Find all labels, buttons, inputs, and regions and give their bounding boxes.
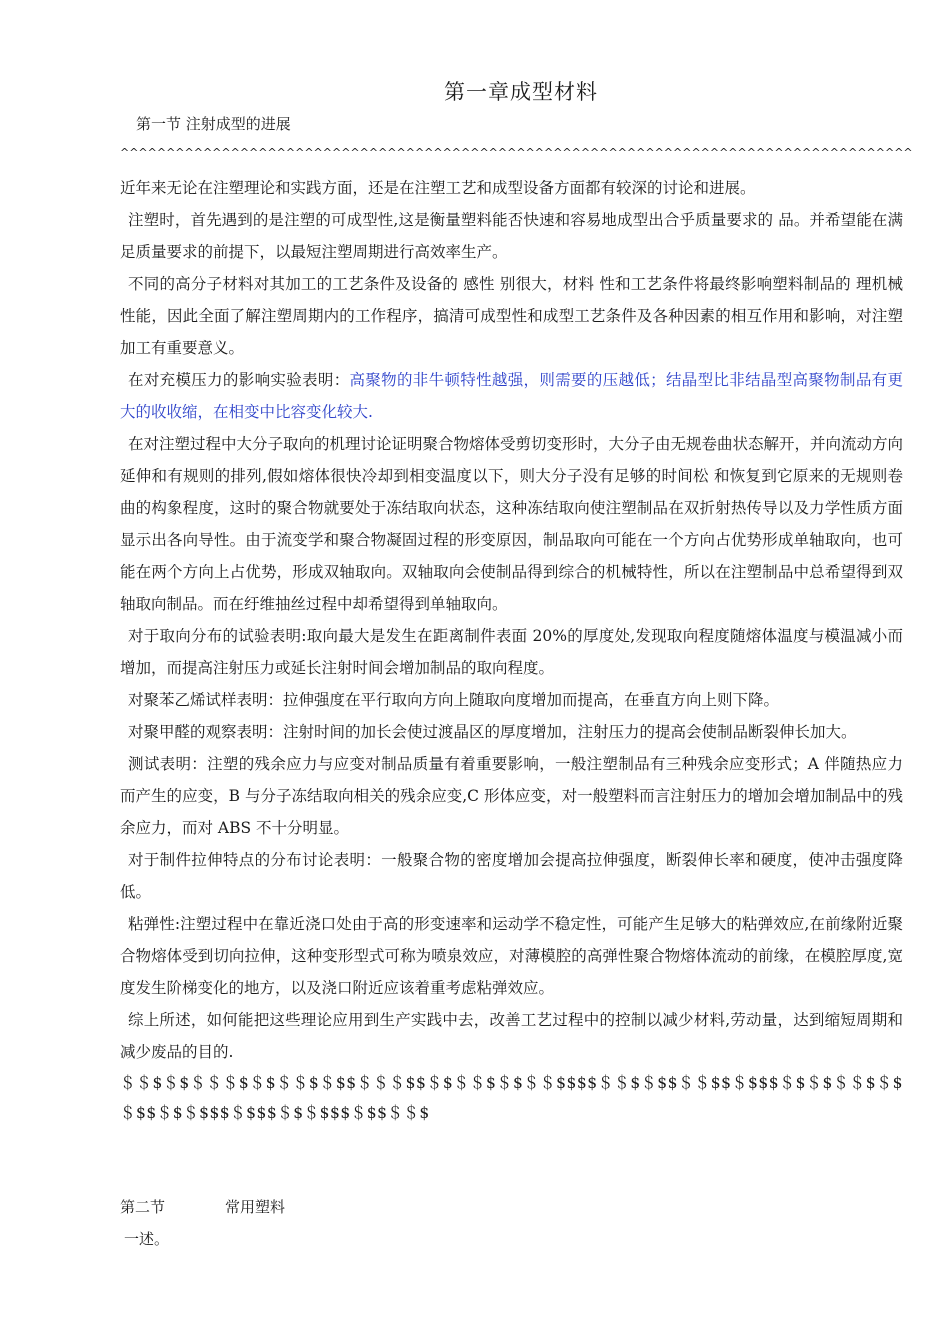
section-number: 第二节 xyxy=(120,1198,166,1216)
paragraph: 近年来无论在注塑理论和实践方面，还是在注塑工艺和成型设备方面都有较深的讨论和进展。 xyxy=(120,179,756,197)
symbol-line: ＄＄$＄$＄＄＄$＄$＄＄$＄$$＄＄＄$$＄$＄＄$＄$＄＄$$$$＄＄$＄$$＄＄$$＄$$$＄$＄$＄＄$＄$＄$$＄$＄$$$＄$$$＄$＄$$$＄$$＄＄$ xyxy=(120,1074,903,1122)
body-text xyxy=(120,172,903,1128)
paragraph: 测试表明：注塑的残余应力与应变对制品质量有着重要影响，一般注塑制品有三种残余应变形式；A 伴随热应力而产生的应变，B 与分子冻结取向相关的残余应变,C 形体应变，对一般塑料而言注射压力的增加会增加制品中的残余应力，而对 ABS 不十分明显。 xyxy=(120,755,903,837)
separator-line: ^^^^^^^^^^^^^^^^^^^^^^^^^^^^^^^^^^^^^^^^^^^^^^^^^^^^^^^^^^^^^^^^^^^^^^^^^^^^^^^^^^^^^^ xyxy=(120,146,913,159)
highlighted-text: 高聚物的非牛顿特性越强，则需要的压越低；结晶型比非结晶型高聚物制品有更大的收收缩，在相变中比容变化较大. xyxy=(120,371,903,421)
paragraph xyxy=(120,364,903,428)
paragraph: 不同的高分子材料对其加工的工艺条件及设备的 感性 别很大，材料 性和工艺条件将最终影响塑料制品的 理机械性能，因此全面了解注塑周期内的工作程序，搞清可成型性和成型工艺条件及各种因素的相互作用和影响，对注塑加工有重要意义。 xyxy=(120,275,903,357)
section-title: 常用塑料 xyxy=(225,1198,286,1216)
paragraph: 综上所述，如何能把这些理论应用到生产实践中去，改善工艺过程中的控制以减少材料,劳动量，达到缩短周期和减少废品的目的. xyxy=(120,1011,903,1061)
section-heading: 第一节 注射成型的进展 xyxy=(136,115,291,133)
paragraph: 对聚甲醛的观察表明：注射时间的加长会使过渡晶区的厚度增加，注射压力的提高会使制品断裂伸长加大。 xyxy=(128,723,857,741)
paragraph: 对于制件拉伸特点的分布讨论表明：一般聚合物的密度增加会提高拉伸强度，断裂伸长率和硬度，使冲击强度降低。 xyxy=(120,851,903,901)
paragraph: 对聚苯乙烯试样表明：拉伸强度在平行取向方向上随取向度增加而提高，在垂直方向上则下降。 xyxy=(128,691,780,709)
paragraph: 对于取向分布的试验表明:取向最大是发生在距离制件表面 20%的厚度处,发现取向程度随熔体温度与模温减小而增加，而提高注射压力或延长注射时间会增加制品的取向程度。 xyxy=(120,627,903,677)
paragraph: 粘弹性:注塑过程中在靠近浇口处由于高的形变速率和运动学不稳定性，可能产生足够大的粘弹效应,在前缘附近聚合物熔体受到切向拉伸，这种变形型式可称为喷泉效应，对薄模腔的高弹性聚合物熔体流动的前缘，在模腔厚度,宽度发生阶梯变化的地方，以及浇口附近应该着重考虑粘弹效应。 xyxy=(120,915,903,997)
list-item: 一述。 xyxy=(124,1230,170,1248)
paragraph: 注塑时，首先遇到的是注塑的可成型性,这是衡量塑料能否快速和容易地成型出合乎质量要求的 品。并希望能在满足质量要求的前提下，以最短注塑周期进行高效率生产。 xyxy=(120,211,903,261)
paragraph: 在对注塑过程中大分子取向的机理讨论证明聚合物熔体受剪切变形时，大分子由无规卷曲状态解开，并向流动方向延伸和有规则的排列,假如熔体很快冷却到相变温度以下，则大分子没有足够的时间松 和恢复到它原来的无规则卷曲的构象程度，这时的聚合物就要处于冻结取向状态，这种冻结取向使注塑制品在双折射热传导以及力学性质方面显示出各向导性。由于流变学和聚合物凝固过程的形变原因，制品取向可能在一个方向占优势形成单轴取向，也可能在两个方向上占优势，形成双轴取向。双轴取向会使制品得到综合的机械特性，所以在注塑制品中总希望得到双轴取向制品。而在纡维抽丝过程中却希望得到单轴取向。 xyxy=(120,435,904,613)
paragraph-lead: 在对充模压力的影响实验表明： xyxy=(128,371,350,389)
chapter-title: 第一章成型材料 xyxy=(444,80,598,104)
section-heading-2 xyxy=(120,1196,285,1217)
